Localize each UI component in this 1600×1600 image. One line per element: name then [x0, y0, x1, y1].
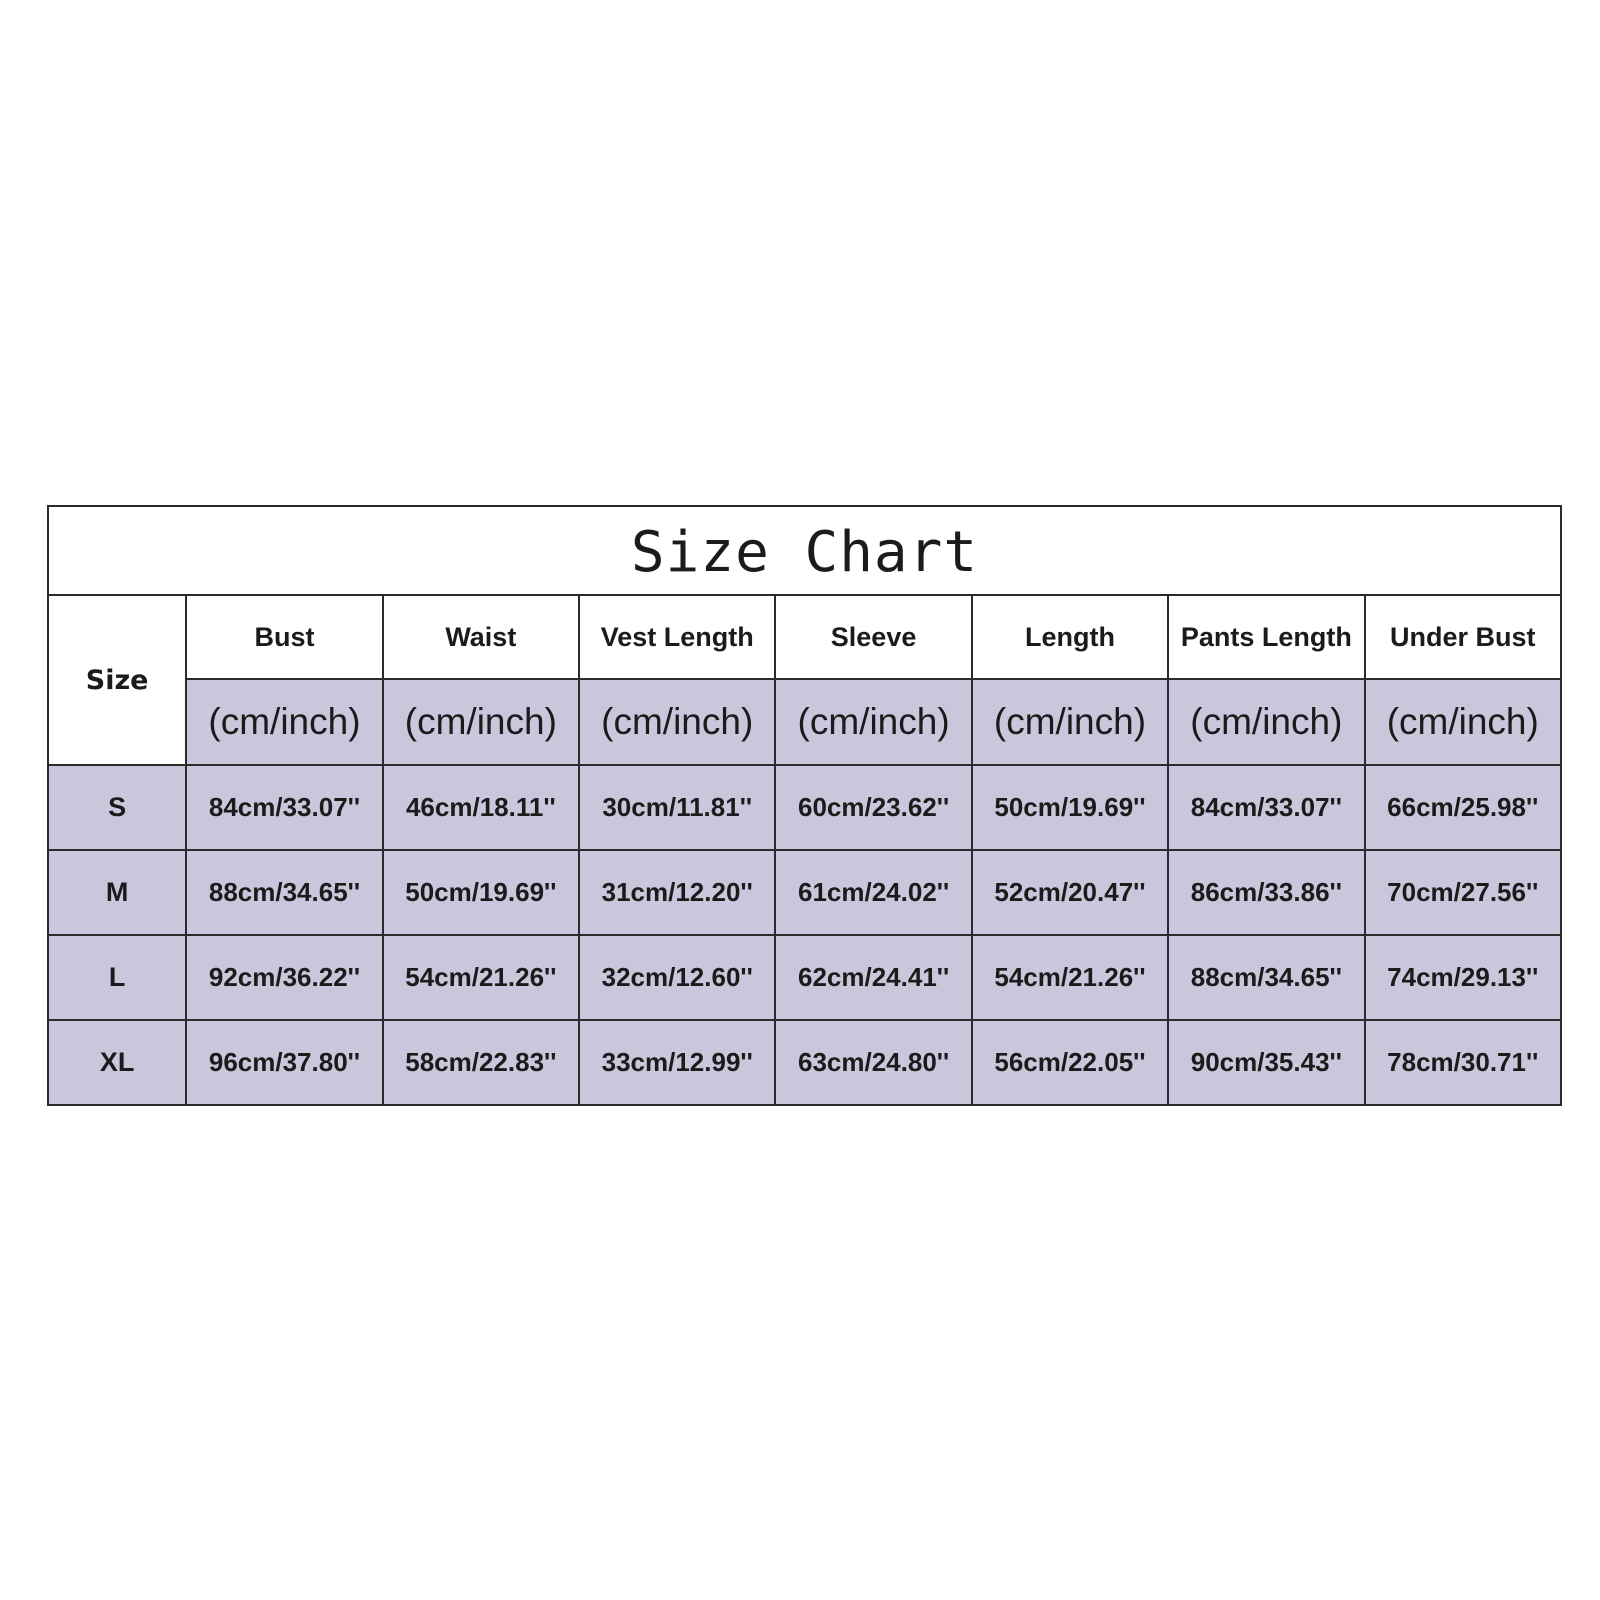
table-cell: 33cm/12.99'' [579, 1020, 775, 1105]
column-unit-vest-length: (cm/inch) [579, 679, 775, 765]
table-cell: 30cm/11.81'' [579, 765, 775, 850]
size-chart-table [47, 505, 1562, 1106]
table-cell: 58cm/22.83'' [383, 1020, 579, 1105]
table-cell: 31cm/12.20'' [579, 850, 775, 935]
column-unit-sleeve: (cm/inch) [775, 679, 971, 765]
row-size-label: M [48, 850, 186, 935]
table-cell: 88cm/34.65'' [186, 850, 382, 935]
column-header-vest-length: Vest Length [579, 595, 775, 679]
title-row [48, 506, 1561, 595]
table-cell: 70cm/27.56'' [1365, 850, 1561, 935]
column-name-row [48, 595, 1561, 679]
column-unit-row [48, 679, 1561, 765]
table-cell: 62cm/24.41'' [775, 935, 971, 1020]
table-cell: 88cm/34.65'' [1168, 935, 1364, 1020]
column-header-pants-length: Pants Length [1168, 595, 1364, 679]
chart-title: Size Chart [48, 506, 1561, 595]
table-cell: 63cm/24.80'' [775, 1020, 971, 1105]
column-unit-pants-length: (cm/inch) [1168, 679, 1364, 765]
table-cell: 74cm/29.13'' [1365, 935, 1561, 1020]
table-cell: 61cm/24.02'' [775, 850, 971, 935]
size-column-header: Size [48, 595, 186, 765]
table-cell: 86cm/33.86'' [1168, 850, 1364, 935]
column-unit-length: (cm/inch) [972, 679, 1168, 765]
column-header-under-bust: Under Bust [1365, 595, 1561, 679]
row-size-label: S [48, 765, 186, 850]
column-header-bust: Bust [186, 595, 382, 679]
table-cell: 60cm/23.62'' [775, 765, 971, 850]
table-row [48, 1020, 1561, 1105]
column-header-waist: Waist [383, 595, 579, 679]
column-unit-waist: (cm/inch) [383, 679, 579, 765]
table-cell: 66cm/25.98'' [1365, 765, 1561, 850]
column-header-length: Length [972, 595, 1168, 679]
table-row [48, 765, 1561, 850]
table-cell: 46cm/18.11'' [383, 765, 579, 850]
table-cell: 52cm/20.47'' [972, 850, 1168, 935]
row-size-label: L [48, 935, 186, 1020]
row-size-label: XL [48, 1020, 186, 1105]
table-cell: 32cm/12.60'' [579, 935, 775, 1020]
table-cell: 96cm/37.80'' [186, 1020, 382, 1105]
table-cell: 56cm/22.05'' [972, 1020, 1168, 1105]
column-unit-under-bust: (cm/inch) [1365, 679, 1561, 765]
table-cell: 84cm/33.07'' [186, 765, 382, 850]
column-header-sleeve: Sleeve [775, 595, 971, 679]
table-row [48, 935, 1561, 1020]
table-cell: 84cm/33.07'' [1168, 765, 1364, 850]
table-cell: 50cm/19.69'' [972, 765, 1168, 850]
table-cell: 78cm/30.71'' [1365, 1020, 1561, 1105]
table-cell: 90cm/35.43'' [1168, 1020, 1364, 1105]
table-row [48, 850, 1561, 935]
table-cell: 92cm/36.22'' [186, 935, 382, 1020]
table-cell: 54cm/21.26'' [972, 935, 1168, 1020]
column-unit-bust: (cm/inch) [186, 679, 382, 765]
table-cell: 50cm/19.69'' [383, 850, 579, 935]
table-cell: 54cm/21.26'' [383, 935, 579, 1020]
